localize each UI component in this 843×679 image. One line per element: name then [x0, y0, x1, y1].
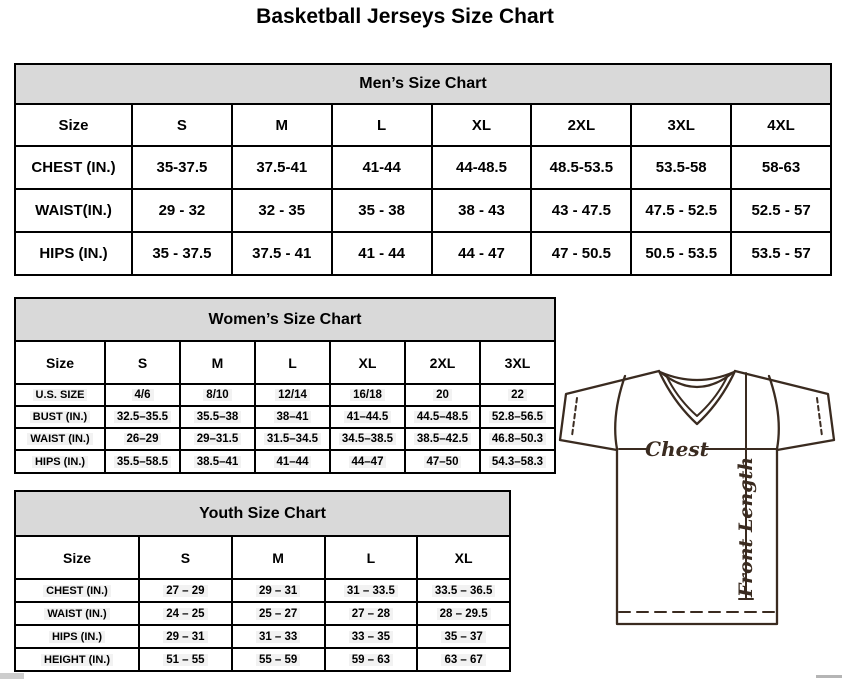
- youth-waist-xl: [416, 601, 509, 624]
- mens-waist-s: 29 - 32: [131, 188, 231, 231]
- womens-bust-m: [179, 405, 254, 427]
- womens-hips-s: [104, 449, 179, 472]
- youth-chest-m: [231, 578, 324, 601]
- front-length-label: Front Length: [735, 456, 757, 598]
- youth-column-header-xl: XL: [416, 535, 509, 578]
- cell-value: 28 – 29.5: [437, 608, 491, 620]
- cell-value: 33 – 35: [349, 631, 393, 643]
- youth-size-chart-table: [14, 490, 511, 672]
- womens-column-header-xl: XL: [329, 340, 404, 383]
- cell-value: 55 – 59: [256, 654, 300, 666]
- mens-hips-3xl: 50.5 - 53.5: [630, 231, 730, 274]
- jersey-sleeve-seam: [769, 376, 779, 449]
- womens-bust-xl: [329, 405, 404, 427]
- womens-column-header-size: Size: [16, 340, 104, 383]
- womens-waist-3xl: [479, 427, 554, 449]
- mens-hips-xl: 44 - 47: [431, 231, 531, 274]
- cell-value: 16/18: [350, 389, 385, 401]
- cell-value: 29–31.5: [194, 433, 242, 445]
- cell-value: 59 – 63: [349, 654, 393, 666]
- cell-value: 46.8–50.3: [489, 433, 546, 445]
- youth-hips-xl: [416, 624, 509, 647]
- womens-ussize-xl: [329, 383, 404, 405]
- cell-value: 24 – 25: [163, 608, 207, 620]
- youth-row-label-waist: [16, 601, 138, 624]
- youth-row-label-text: WAIST (IN.): [44, 608, 109, 620]
- cell-value: 8/10: [203, 389, 231, 401]
- mens-column-header-m: M: [231, 103, 331, 145]
- womens-bust-3xl: [479, 405, 554, 427]
- womens-hips-m: [179, 449, 254, 472]
- youth-hips-s: [138, 624, 231, 647]
- womens-bust-s: [104, 405, 179, 427]
- cell-value: 34.5–38.5: [339, 433, 396, 445]
- cell-value: 41–44.5: [344, 411, 392, 423]
- jersey-sleeve-seam: [615, 376, 625, 449]
- womens-bust-l: [254, 405, 329, 427]
- cell-value: 27 – 28: [349, 608, 393, 620]
- youth-height-s: [138, 647, 231, 670]
- youth-row-label-text: CHEST (IN.): [43, 585, 111, 597]
- page-title: Basketball Jerseys Size Chart: [256, 5, 554, 28]
- youth-row-label-text: HIPS (IN.): [49, 631, 105, 643]
- cell-value: 44–47: [349, 456, 387, 468]
- cell-value: 38–41: [274, 411, 312, 423]
- youth-column-header-m: M: [231, 535, 324, 578]
- cell-value: 12/14: [275, 389, 310, 401]
- womens-row-label-waist: [16, 427, 104, 449]
- cell-value: 4/6: [132, 389, 154, 401]
- cell-value: 32.5–35.5: [114, 411, 171, 423]
- youth-chest-l: [324, 578, 417, 601]
- mens-chest-4xl: 58-63: [730, 145, 830, 188]
- womens-row-label-bust: [16, 405, 104, 427]
- mens-waist-xl: 38 - 43: [431, 188, 531, 231]
- cell-value: 26–29: [124, 433, 162, 445]
- mens-size-chart-table: [14, 63, 832, 276]
- mens-column-header-xl: XL: [431, 103, 531, 145]
- womens-ussize-3xl: [479, 383, 554, 405]
- cell-value: 54.3–58.3: [489, 456, 546, 468]
- cell-value: 38.5–42.5: [414, 433, 471, 445]
- womens-row-label-hips: [16, 449, 104, 472]
- mens-chest-s: 35-37.5: [131, 145, 231, 188]
- mens-hips-4xl: 53.5 - 57: [730, 231, 830, 274]
- cell-value: 44.5–48.5: [414, 411, 471, 423]
- mens-hips-2xl: 47 - 50.5: [530, 231, 630, 274]
- mens-chest-xl: 44-48.5: [431, 145, 531, 188]
- cell-value: 31.5–34.5: [264, 433, 321, 445]
- cell-value: 35.5–58.5: [114, 456, 171, 468]
- womens-waist-xl: [329, 427, 404, 449]
- womens-hips-3xl: [479, 449, 554, 472]
- cell-value: 31 – 33: [256, 631, 300, 643]
- womens-ussize-m: [179, 383, 254, 405]
- mens-waist-2xl: 43 - 47.5: [530, 188, 630, 231]
- youth-height-xl: [416, 647, 509, 670]
- cell-value: 52.8–56.5: [489, 411, 546, 423]
- cell-value: 22: [508, 389, 527, 401]
- mens-chest-l: 41-44: [331, 145, 431, 188]
- youth-chest-s: [138, 578, 231, 601]
- mens-row-label-chest: CHEST (IN.): [16, 145, 131, 188]
- mens-row-label-waist: WAIST(IN.): [16, 188, 131, 231]
- cell-value: 33.5 – 36.5: [432, 585, 496, 597]
- youth-chest-xl: [416, 578, 509, 601]
- womens-waist-m: [179, 427, 254, 449]
- womens-waist-l: [254, 427, 329, 449]
- jersey-cuff-dashed-line: [817, 398, 822, 436]
- womens-row-label-text: BUST (IN.): [30, 411, 90, 423]
- cell-value: 38.5–41: [194, 456, 242, 468]
- womens-ussize-2xl: [404, 383, 479, 405]
- womens-ussize-s: [104, 383, 179, 405]
- cell-value: 27 – 29: [163, 585, 207, 597]
- cell-value: 29 – 31: [256, 585, 300, 597]
- youth-height-l: [324, 647, 417, 670]
- jersey-cuff-dashed-line: [572, 398, 577, 436]
- womens-size-chart-table: [14, 297, 556, 474]
- youth-row-label-height: [16, 647, 138, 670]
- womens-waist-2xl: [404, 427, 479, 449]
- womens-row-label-text: U.S. SIZE: [33, 389, 88, 401]
- womens-hips-l: [254, 449, 329, 472]
- chest-label: Chest: [645, 437, 709, 461]
- cell-value: 47–50: [424, 456, 462, 468]
- youth-hips-l: [324, 624, 417, 647]
- mens-hips-m: 37.5 - 41: [231, 231, 331, 274]
- youth-row-label-text: HEIGHT (IN.): [41, 654, 113, 666]
- youth-row-label-chest: [16, 578, 138, 601]
- mens-chest-m: 37.5-41: [231, 145, 331, 188]
- horizontal-scrollbar-fragment-left[interactable]: [0, 673, 24, 679]
- cell-value: 35.5–38: [194, 411, 242, 423]
- mens-chart-title: Men’s Size Chart: [16, 65, 830, 103]
- womens-hips-xl: [329, 449, 404, 472]
- womens-column-header-s: S: [104, 340, 179, 383]
- mens-column-header-size: Size: [16, 103, 131, 145]
- mens-waist-l: 35 - 38: [331, 188, 431, 231]
- womens-waist-s: [104, 427, 179, 449]
- womens-column-header-3xl: 3XL: [479, 340, 554, 383]
- mens-column-header-4xl: 4XL: [730, 103, 830, 145]
- cell-value: 35 – 37: [441, 631, 485, 643]
- womens-row-label-text: WAIST (IN.): [27, 433, 92, 445]
- womens-row-label-text: HIPS (IN.): [32, 456, 88, 468]
- womens-column-header-l: L: [254, 340, 329, 383]
- youth-waist-m: [231, 601, 324, 624]
- cell-value: 51 – 55: [163, 654, 207, 666]
- mens-hips-s: 35 - 37.5: [131, 231, 231, 274]
- cell-value: 25 – 27: [256, 608, 300, 620]
- cell-value: 31 – 33.5: [344, 585, 398, 597]
- horizontal-scrollbar-fragment-right[interactable]: [816, 675, 842, 678]
- mens-row-label-hips: HIPS (IN.): [16, 231, 131, 274]
- cell-value: 20: [433, 389, 452, 401]
- womens-bust-2xl: [404, 405, 479, 427]
- mens-column-header-3xl: 3XL: [630, 103, 730, 145]
- womens-row-label-us-size: [16, 383, 104, 405]
- youth-column-header-l: L: [324, 535, 417, 578]
- youth-waist-l: [324, 601, 417, 624]
- mens-waist-4xl: 52.5 - 57: [730, 188, 830, 231]
- youth-height-m: [231, 647, 324, 670]
- cell-value: 41–44: [274, 456, 312, 468]
- youth-row-label-hips: [16, 624, 138, 647]
- youth-waist-s: [138, 601, 231, 624]
- mens-column-header-s: S: [131, 103, 231, 145]
- mens-chest-3xl: 53.5-58: [630, 145, 730, 188]
- mens-waist-m: 32 - 35: [231, 188, 331, 231]
- womens-chart-title: Women’s Size Chart: [16, 299, 554, 340]
- mens-waist-3xl: 47.5 - 52.5: [630, 188, 730, 231]
- mens-column-header-2xl: 2XL: [530, 103, 630, 145]
- jersey-measurement-diagram: [556, 361, 841, 636]
- youth-column-header-size: Size: [16, 535, 138, 578]
- mens-hips-l: 41 - 44: [331, 231, 431, 274]
- mens-column-header-l: L: [331, 103, 431, 145]
- womens-column-header-2xl: 2XL: [404, 340, 479, 383]
- mens-chest-2xl: 48.5-53.5: [530, 145, 630, 188]
- cell-value: 29 – 31: [163, 631, 207, 643]
- womens-column-header-m: M: [179, 340, 254, 383]
- youth-chart-title: Youth Size Chart: [16, 492, 509, 535]
- cell-value: 63 – 67: [441, 654, 485, 666]
- womens-ussize-l: [254, 383, 329, 405]
- womens-hips-2xl: [404, 449, 479, 472]
- youth-column-header-s: S: [138, 535, 231, 578]
- youth-hips-m: [231, 624, 324, 647]
